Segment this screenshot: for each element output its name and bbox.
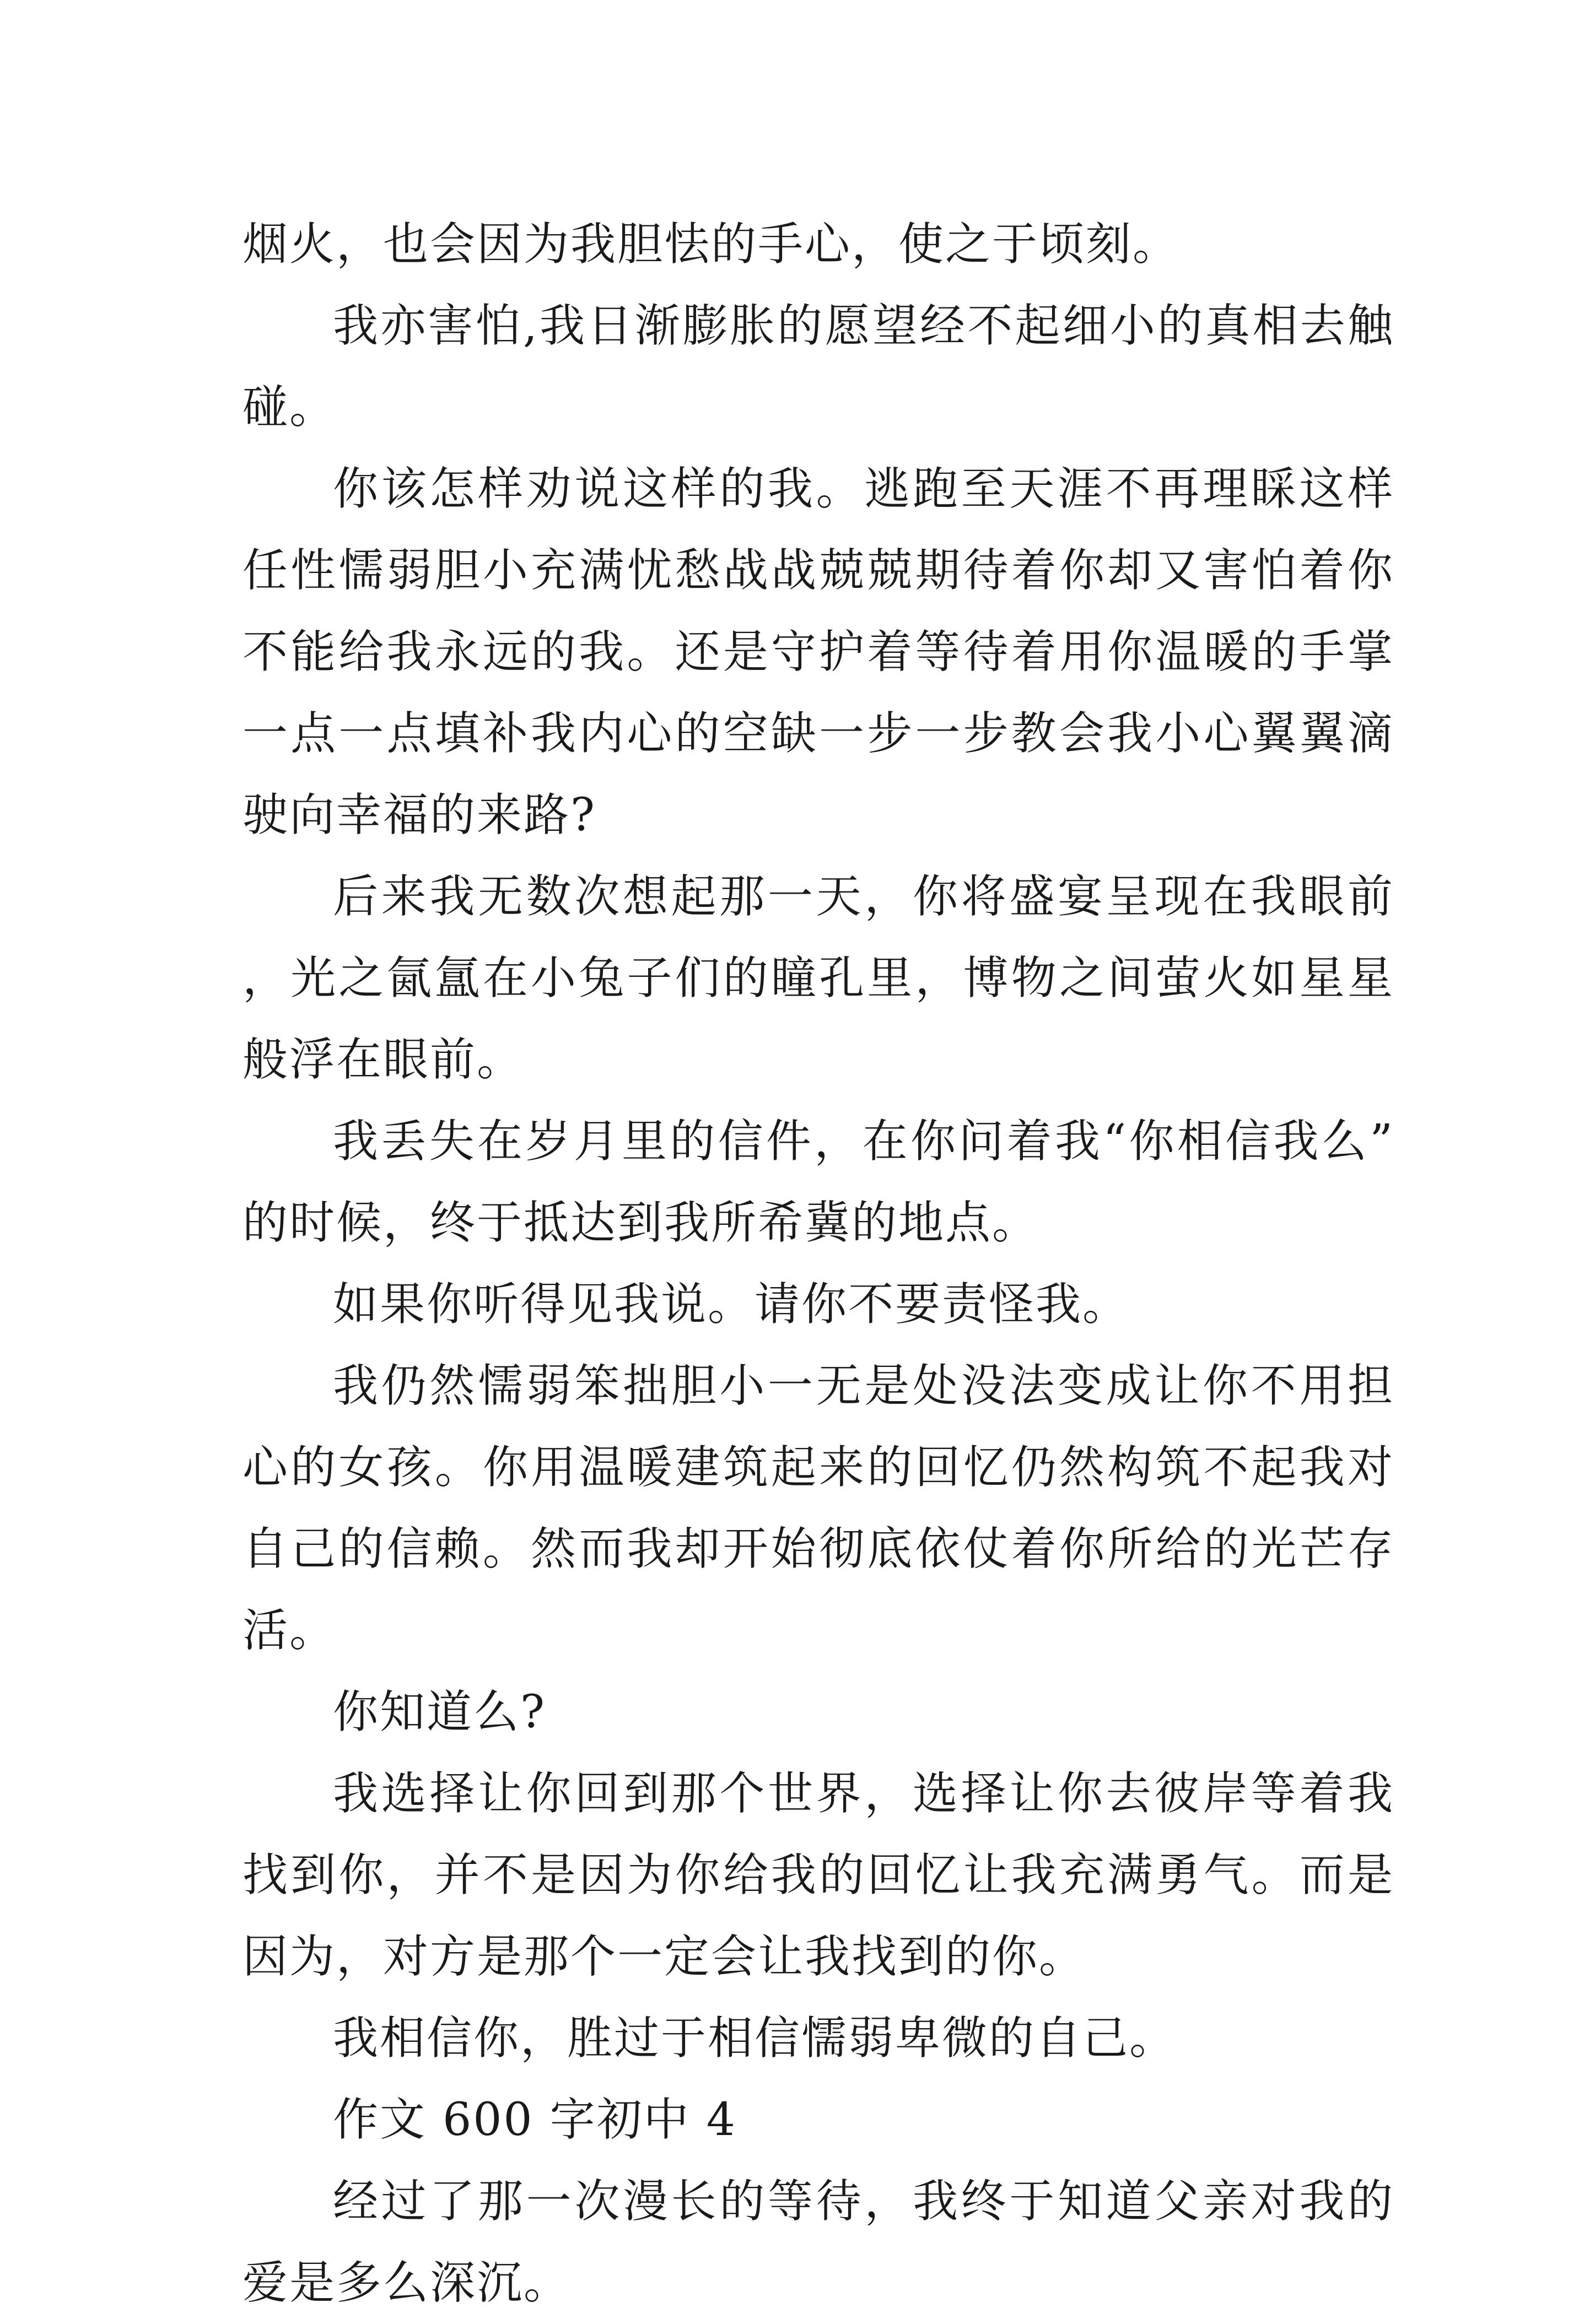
paragraph-4: 后来我无数次想起那一天，你将盛宴呈现在我眼前，光之氤氲在小兔子们的瞳孔里，博物之间萤火如星星般浮在眼前。 [243,871,1394,1086]
paragraph-8: 你知道么? [333,1686,546,1738]
paragraph-10: 我相信你，胜过于相信懦弱卑微的自己。 [333,2012,1177,2064]
paragraph-2: 我亦害怕,我日渐膨胀的愿望经不起细小的真相去触碰。 [243,300,1394,434]
section-heading: 作文 600 字初中 4 [333,2094,737,2146]
paragraph-6: 如果你听得见我说。请你不要责怪我。 [333,1278,1130,1331]
paragraph-11: 经过了那一次漫长的等待，我终于知道父亲对我的爱是多么深沉。 [243,2175,1394,2309]
paragraph-1: 烟火，也会因为我胆怯的手心，使之于顷刻。 [243,218,1180,271]
paragraph-9: 我选择让你回到那个世界，选择让你去彼岸等着我找到你，并不是因为你给我的回忆让我充满勇气。而是因为，对方是那个一定会让我找到的你。 [243,1768,1394,1983]
paragraph-3: 你该怎样劝说这样的我。逃跑至天涯不再理睬这样任性懦弱胆小充满忧愁战战兢兢期待着你却又害怕着你不能给我永远的我。还是守护着等待着用你温暖的手掌一点一点填补我内心的空缺一步一步教会我小心翼翼滴驶向幸福的来路? [243,463,1394,841]
paragraph-7: 我仍然懦弱笨拙胆小一无是处没法变成让你不用担心的女孩。你用温暖建筑起来的回忆仍然构筑不起我对自己的信赖。然而我却开始彻底依仗着你所给的光芒存活。 [243,1360,1394,1657]
essay-text-block [243,204,1394,2324]
paragraph-5: 我丢失在岁月里的信件，在你问着我“你相信我么”的时候，终于抵达到我所希冀的地点。 [243,1115,1394,1249]
